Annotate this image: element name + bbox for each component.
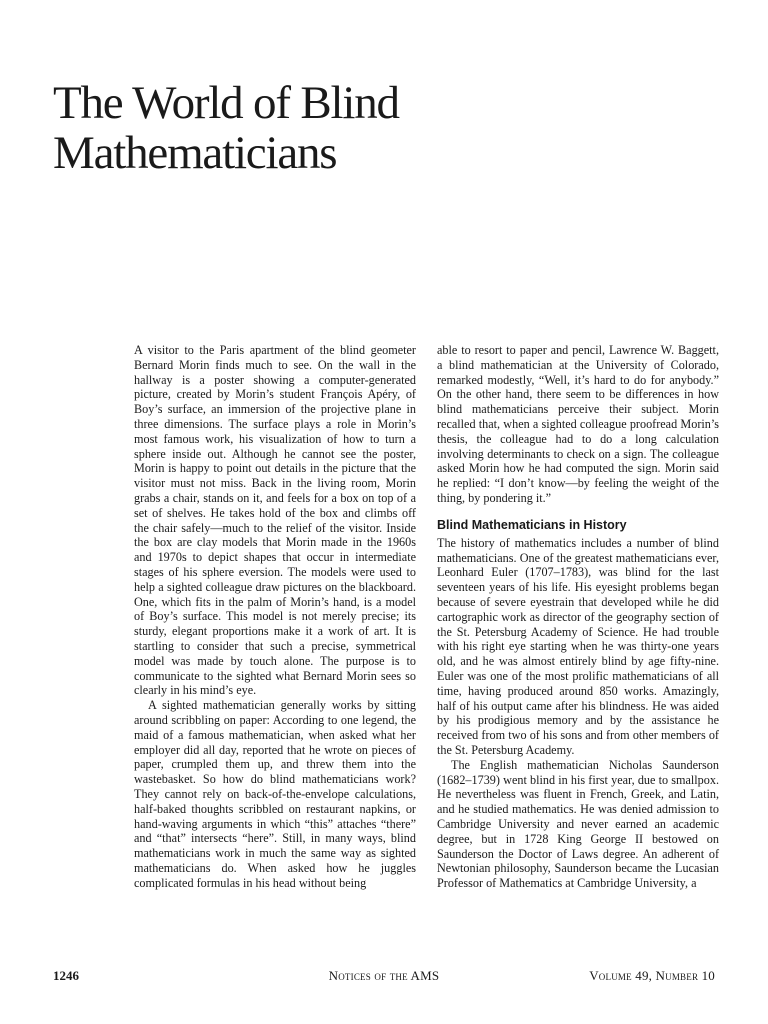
- article-title-line-2: Mathematicians: [53, 127, 337, 179]
- left-column: [134, 343, 416, 890]
- body-paragraph: able to resort to paper and pencil, Lawrence W. Baggett, a blind mathematician at the University of Colorado, remarked modestly, “Well, it’s hard to do for anybody.” On the other hand, there seem to be differences in how blind mathematicians perceive their subject. Morin recalled that, when a sighted colleague proofread Morin’s thesis, the colleague had to do a long calculation involving determinants to check on a sign. The colleague asked Morin how he had computed the sign. Morin said he replied: “I don’t know—by feeling the weight of the thing, by pondering it.”: [437, 343, 719, 505]
- volume-info: Volume 49, Number 10: [589, 968, 715, 983]
- body-paragraph: The history of mathematics includes a number of blind mathematicians. One of the greatest mathematicians ever, Leonhard Euler (1707–1783), was blind for the last seventeen years of his life. His eyesight problems began because of severe eyestrain that developed while he did cartographic work as director of the geography section of the St. Petersburg Academy of Science. He had trouble with his right eye starting when he was thirty-one years old, and he was almost entirely blind by age fifty-nine. Euler was one of the most prolific mathematicians of all time, having produced around 850 works. Amazingly, half of his output came after his blindness. He was aided by his prodigious memory and by the assistance he received from two of his sons and from other members of the St. Petersburg Academy.: [437, 535, 719, 757]
- page-footer: [53, 967, 715, 985]
- body-paragraph: A visitor to the Paris apartment of the blind geometer Bernard Morin finds much to see. On the wall in the hallway is a poster showing a computer-generated picture, created by Morin’s student François Apéry, of Boy’s surface, an immersion of the projective plane in three dimensions. The surface plays a role in Morin’s most famous work, his visualization of how to turn a sphere inside out. Although he cannot see the poster, Morin is happy to point out details in the picture that the visitor must not miss. Back in the living room, Morin grabs a chair, stands on it, and feels for a box on top of a set of shelves. He takes hold of the box and climbs off the chair safely—much to the relief of the visitor. Inside the box are clay models that Morin made in the 1960s and 1970s to depict shapes that occur in intermediate stages of his sphere eversion. The models were used to help a sighted colleague draw pictures on the blackboard. One, which fits in the palm of Morin’s hand, is a model of Boy’s surface. This model is not merely precise; its sturdy, elegant proportions make it a work of art. It is startling to consider that such a precise, symmetrical model was made by touch alone. The purpose is to communicate to the sighted what Bernard Morin sees so clearly in his mind’s eye.: [134, 343, 416, 698]
- journal-name: Notices of the AMS: [328, 968, 440, 983]
- body-paragraph: The English mathematician Nicholas Saunderson (1682–1739) went blind in his first year, due to smallpox. He nevertheless was fluent in French, Greek, and Latin, and he studied mathematics. He was denied admission to Cambridge University and never earned an academic degree, but in 1728 King George II bestowed on Saunderson the Doctor of Laws degree. An adherent of Newtonian philosophy, Saunderson became the Lucasian Professor of Mathematics at Cambridge University, a: [437, 757, 719, 891]
- body-paragraph: A sighted mathematician generally works by sitting around scribbling on paper: According to one legend, the maid of a famous mathematician, when asked what her employer did all day, reported that he wrote on pieces of paper, crumpled them up, and threw them into the wastebasket. So how do blind mathematicians work? They cannot rely on back-of-the-envelope calculations, half-baked thoughts scribbled on restaurant napkins, or hand-waving arguments in which “this” attaches “there” and “that” intersects “here”. Still, in many ways, blind mathematicians work in much the same way as sighted mathematicians do. When asked how he juggles complicated formulas in his head without being: [134, 698, 416, 890]
- right-column: [437, 343, 719, 891]
- page-number: 1246: [53, 968, 79, 983]
- section-heading: Blind Mathematicians in History: [437, 517, 627, 532]
- article-title: [53, 78, 399, 178]
- article-title-line-1: The World of Blind: [53, 77, 399, 129]
